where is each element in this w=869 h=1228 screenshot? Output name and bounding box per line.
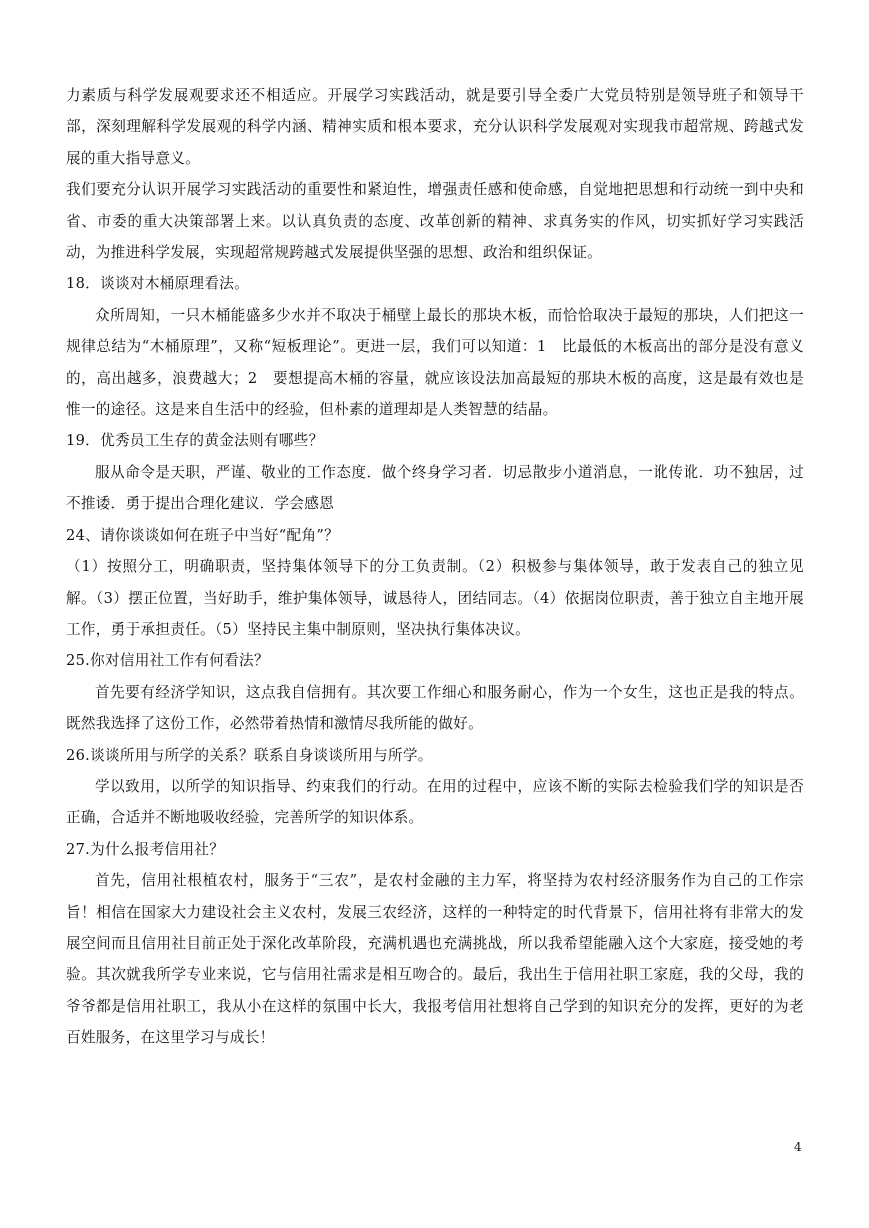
answer-paragraph: 我们要充分认识开展学习实践活动的重要性和紧迫性，增强责任感和使命感，自觉地把思想和行动统一到中央和省、市委的重大决策部署上来。以认真负责的态度、改革创新的精神、求真务实的作风，切实抓好学习实践活动，为推进科学发展，实现超常规跨越式发展提供坚强的思想、政治和组织保证。 bbox=[66, 181, 804, 262]
question-heading: 26.谈谈所用与所学的关系？联系自身谈谈所用与所学。 bbox=[66, 746, 433, 764]
question-heading: 27.为什么报考信用社？ bbox=[66, 840, 225, 858]
answer-paragraph: 首先，信用社根植农村，服务于“三农”，是农村金融的主力军，将坚持为农村经济服务作为自己的工作宗旨！相信在国家大力建设社会主义农村，发展三农经济，这样的一种特定的时代背景下，信用社将有非常大的发展空间而且信用社目前正处于深化改革阶段，充满机遇也充满挑战，所以我希望能融入这个大家庭，接受她的考验。其次就我所学专业来说，它与信用社需求是相互吻合的。最后，我出生于信用社职工家庭，我的父母，我的爷爷都是信用社职工，我从小在这样的氛围中长大，我报考信用社想将自己学到的知识充分的发挥，更好的为老百姓服务，在这里学习与成长！ bbox=[66, 872, 804, 1047]
answer-paragraph: 首先要有经济学知识，这点我自信拥有。其次要工作细心和服务耐心，作为一个女生，这也正是我的特点。既然我选择了这份工作，必然带着热情和激情尽我所能的做好。 bbox=[66, 683, 804, 733]
page-number: 4 bbox=[794, 1140, 802, 1154]
question-heading: 24、请你谈谈如何在班子中当好“配角”？ bbox=[66, 526, 339, 544]
answer-paragraph: 服从命令是天职，严谨、敬业的工作态度．做个终身学习者．切忌散步小道消息，一讹传讹．功不独居，过不推诿．勇于提出合理化建议．学会感恩 bbox=[66, 463, 804, 513]
answer-paragraph: （1）按照分工，明确职责，坚持集体领导下的分工负责制。（2）积极参与集体领导，敢于发表自己的独立见解。（3）摆正位置，当好助手，维护集体领导，诚恳待人，团结同志。（4）依据岗位职责，善于独立自主地开展工作，勇于承担责任。（5）坚持民主集中制原则，坚决执行集体决议。 bbox=[66, 558, 804, 638]
answer-paragraph: 众所周知，一只木桶能盛多少水并不取决于桶壁上最长的那块木板，而恰恰取决于最短的那块，人们把这一规律总结为“木桶原理”，又称“短板理论”。更进一层，我们可以知道：1 比最低的木板高出的部分是没有意义的，高出越多，浪费越大；2 要想提高木桶的容量，就应该设法加高最短的那块木板的高度，这是最有效也是惟一的途径。这是来自生活中的经验，但朴素的道理却是人类智慧的结晶。 bbox=[66, 306, 804, 419]
question-heading: 18．谈谈对木桶原理看法。 bbox=[66, 275, 250, 293]
answer-paragraph: 力素质与科学发展观要求还不相适应。开展学习实践活动，就是要引导全委广大党员特别是领导班子和领导干部，深刻理解科学发展观的科学内涵、精神实质和根本要求，充分认识科学发展观对实现我市超常规、跨越式发展的重大指导意义。 bbox=[66, 87, 804, 167]
question-heading: 19．优秀员工生存的黄金法则有哪些？ bbox=[66, 432, 324, 450]
answer-paragraph: 学以致用，以所学的知识指导、约束我们的行动。在用的过程中，应该不断的实际去检验我们学的知识是否正确，合适并不断地吸收经验，完善所学的知识体系。 bbox=[66, 777, 804, 827]
document-body bbox=[66, 80, 804, 1054]
question-heading: 25.你对信用社工作有何看法？ bbox=[66, 652, 269, 670]
